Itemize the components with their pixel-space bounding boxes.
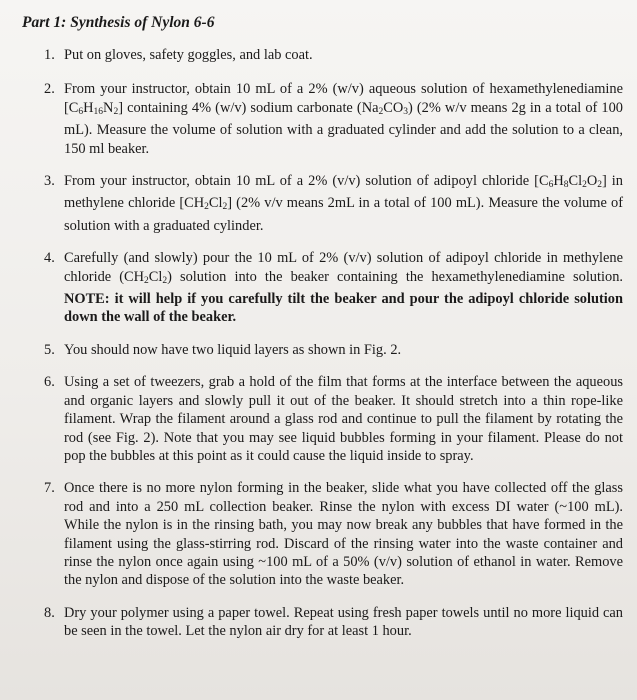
step-text: Once there is no more nylon forming in the beaker, slide what you have collected off the glass rod and into a 250 mL collection beaker. Rinse the nylon with excess DI water (~100 mL). While the nylon is in the rinsing bath, you may now break any bubbles that have formed in the filament using the glass-stirring rod. Discard of the rinsing water into the waste container and rinse the nylon once again using ~100 mL of a 50% (v/v) solution of ethanol in water. Remove the nylon and dispose of the solution into the waste beaker.	[64, 480, 623, 589]
step-5	[0, 341, 637, 359]
step-1	[0, 46, 637, 64]
step-number: 2.	[44, 81, 55, 98]
step-3	[0, 172, 637, 235]
step-number: 7.	[44, 480, 55, 497]
step-number: 8.	[44, 604, 55, 621]
step-number: 6.	[44, 374, 55, 391]
step-number: 3.	[44, 173, 55, 190]
step-number: 1.	[44, 47, 55, 63]
section-title: Part 1: Synthesis of Nylon 6-6	[22, 14, 215, 31]
step-text: From your instructor, obtain 10 mL of a 2% (w/v) aqueous solution of hexamethylenediamine $[C_6H_{16}N_2]$ containing 4% (w/v) sodium carbonate $(Na_2CO_3)$ (2% w/v means 2g in a total of 100 mL). Measure the volume of solution with a graduated cylinder and add the solution to a clean, 150 ml beaker.	[64, 81, 623, 157]
step-note: NOTE: it will help if you carefully tilt the beaker and pour the adipoyl chloride solution down the wall of the beaker.	[64, 291, 623, 326]
step-number: 4.	[44, 250, 55, 267]
step-4	[0, 249, 637, 327]
step-text: Carefully (and slowly) pour the 10 mL of 2% (v/v) solution of adipoyl chloride in methylene chloride $(CH_2Cl_2)$ solution into the beaker containing the hexamethylenediamine solution.	[64, 250, 623, 286]
step-text: Dry your polymer using a paper towel. Repeat using fresh paper towels until no more liquid can be seen in the towel. Let the nylon air dry for at least 1 hour.	[64, 604, 623, 640]
step-7	[0, 479, 637, 589]
step-8	[0, 604, 637, 641]
step-text: Put on gloves, safety goggles, and lab coat.	[64, 47, 313, 63]
step-text: Using a set of tweezers, grab a hold of the film that forms at the interface between the aqueous and organic layers and slowly pull it out of the beaker. It should stretch into a thin rope-like filament. Wrap the filament around a glass rod and continue to pull the filament by rotating the rod (see Fig. 2). Note that you may see liquid bubbles forming in your filament. Please do not pop the bubbles at this point as it could cause the liquid inside to spray.	[64, 374, 623, 464]
procedure-steps	[0, 46, 637, 655]
step-number: 5.	[44, 341, 55, 358]
step-6	[0, 373, 637, 465]
step-text: You should now have two liquid layers as shown in Fig. 2.	[64, 341, 402, 358]
step-2	[0, 80, 637, 158]
step-text: From your instructor, obtain 10 mL of a 2% (v/v) solution of adipoyl chloride $[C_6H_8Cl_2O_2]$ in methylene chloride $[CH_2Cl_2]$ (2% v/v means 2mL in a total of 100 mL). Measure the volume of solution with a graduated cylinder.	[64, 173, 623, 234]
